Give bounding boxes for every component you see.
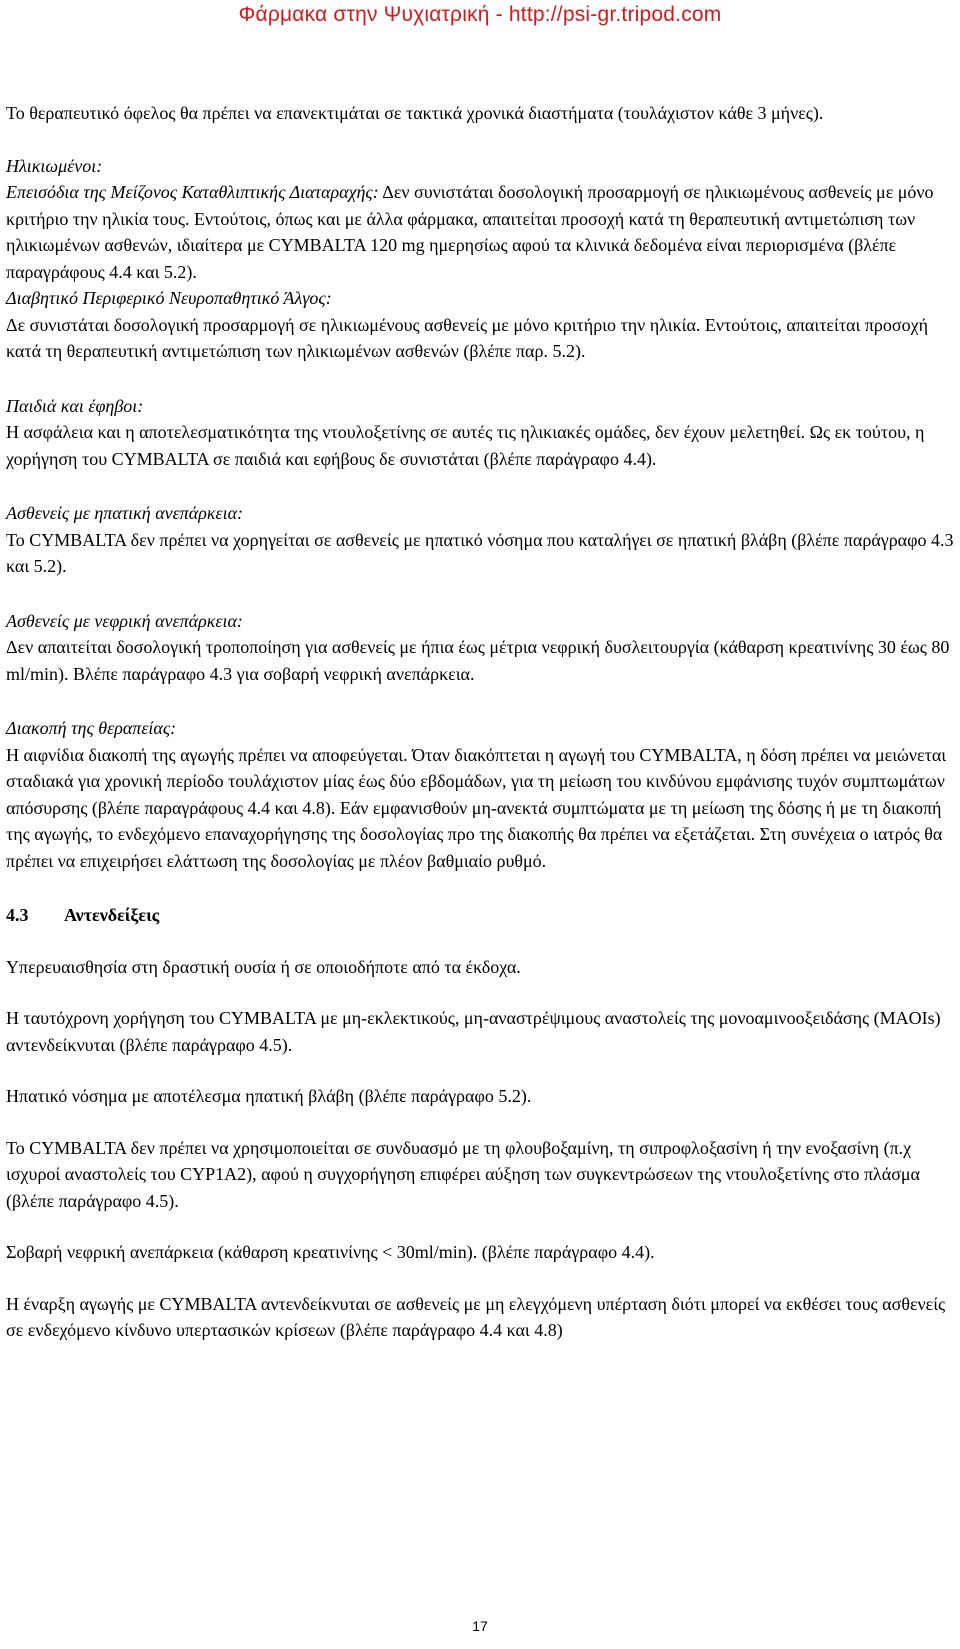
section-number: 4.3 <box>6 905 29 925</box>
section-title: Αντενδείξεις <box>64 905 160 925</box>
paragraph-mdd-elderly <box>6 179 954 285</box>
paragraph-reassessment: Το θεραπευτικό όφελος θα πρέπει να επανεκτιμάται σε τακτικά χρονικά διαστήματα (τουλάχιστον κάθε 3 μήνες). <box>6 103 824 123</box>
contraindication-3: Ηπατικό νόσημα με αποτέλεσμα ηπατική βλάβη (βλέπε παράγραφο 5.2). <box>6 1086 532 1106</box>
paragraph-renal: Δεν απαιτείται δοσολογική τροποποίηση για ασθενείς με ήπια έως μέτρια νεφρική δυσλειτουργία (κάθαρση κρεατινίνης 30 έως 80 ml/min). Βλέπε παράγραφο 4.3 για σοβαρή νεφρική ανεπάρκεια. <box>6 637 950 684</box>
paragraph-discontinuation: Η αιφνίδια διακοπή της αγωγής πρέπει να αποφεύγεται. Όταν διακόπτεται η αγωγή του CYMBALTA, η δόση πρέπει να μειώνεται σταδιακά για χρονική περίοδο τουλάχιστον μίας έως δύο εβδομάδων, για τη μείωση του κινδύνου εμφάνισης τυχόν συμπτωμάτων απόσυρσης (βλέπε παραγράφους 4.4 και 4.8). Εάν εμφανισθούν μη-ανεκτά συμπτώματα με τη μείωση της δόσης ή με τη διακοπή της αγωγής, το ενδεχόμενο επαναχορήγησης της δοσολογίας προ της διακοπής θα πρέπει να εξετάζεται. Στη συνέχεια ο ιατρός θα πρέπει να επιχειρήσει ελάττωση της δοσολογίας με πλέον βαθμιαίο ρυθμό. <box>6 744 947 871</box>
document-body <box>6 100 954 1344</box>
paragraph-dpnp: Δε συνιστάται δοσολογική προσαρμογή σε ηλικιωμένους ασθενείς με μόνο κριτήριο την ηλικία. Εντούτοις, απαιτείται προσοχή κατά τη θεραπευτική αντιμετώπιση των ηλικιωμένων ασθενών (βλέπε παρ. 5.2). <box>6 314 929 361</box>
paragraph-children: Η ασφάλεια και η αποτελεσματικότητα της ντουλοξετίνης σε αυτές τις ηλικιακές ομάδες, δεν έχουν μελετηθεί. Ως εκ τούτου, η χορήγηση του CYMBALTA σε παιδιά και εφήβους δε συνιστάται (βλέπε παράγραφο 4.4). <box>6 422 925 469</box>
subheading-discontinuation: Διακοπή της θεραπείας: <box>6 718 177 738</box>
contraindication-5: Σοβαρή νεφρική ανεπάρκεια (κάθαρση κρεατινίνης < 30ml/min). (βλέπε παράγραφο 4.4). <box>6 1242 655 1262</box>
text-mdd: Δεν συνιστάται δοσολογική προσαρμογή σε ηλικιωμένους ασθενείς με μόνο κριτήριο την ηλικία τους. Εντούτοις, όπως και με άλλα φάρμακα, απαιτείται προσοχή κατά τη θεραπευτική αντιμετώπιση των ηλικιωμένων ασθενών, ιδιαίτερα με CYMBALTA 120 mg ημερησίως αφού τα κλινικά δεδομένα είναι περιορισμένα (βλέπε παραγράφους 4.4 και 5.2). <box>6 182 934 282</box>
section-heading-contraindications <box>6 902 954 929</box>
label-mdd: Επεισόδια της Μείζονος Καταθλιπτικής Διαταραχής: <box>6 182 379 202</box>
subheading-renal: Ασθενείς με νεφρική ανεπάρκεια: <box>6 610 243 631</box>
subheading-hepatic: Ασθενείς με ηπατική ανεπάρκεια: <box>6 503 244 523</box>
subheading-elderly: Ηλικιωμένοι: <box>6 155 103 176</box>
page-number: 17 <box>472 1618 488 1634</box>
contraindication-2: Η ταυτόχρονη χορήγηση του CYMBALTA με μη-εκλεκτικούς, μη-αναστρέψιμους αναστολείς της μονοαμινοοξειδάσης (MAOIs) αντενδείκνυται (βλέπε παράγραφο 4.5). <box>6 1008 941 1055</box>
subheading-children: Παιδιά και έφηβοι: <box>6 395 144 416</box>
contraindication-6: Η έναρξη αγωγής με CYMBALTA αντενδείκνυται σε ασθενείς με μη ελεγχόμενη υπέρταση διότι μπορεί να εκθέσει τους ασθενείς σε ενδεχόμενο κίνδυνο υπερτασικών κρίσεων (βλέπε παράγραφο 4.4 και 4.8) <box>6 1293 946 1340</box>
subheading-dpnp: Διαβητικό Περιφερικό Νευροπαθητικό Άλγος: <box>6 288 332 308</box>
paragraph-hepatic: Το CYMBALTA δεν πρέπει να χορηγείται σε ασθενείς με ηπατικό νόσημα που καταλήγει σε ηπατική βλάβη (βλέπε παράγραφο 4.3 και 5.2). <box>6 529 954 576</box>
contraindication-4: Το CYMBALTA δεν πρέπει να χρησιμοποιείται σε συνδυασμό με τη φλουβοξαμίνη, τη σιπροφλοξασίνη ή την ενοξασίνη (π.χ ισχυροί αναστολείς του CYP1A2), αφού η συγχορήγηση επιφέρει αύξηση των συγκεντρώσεων της ντουλοξετίνης στο πλάσμα (βλέπε παράγραφο 4.5). <box>6 1137 920 1211</box>
page-header-title[interactable]: Φάρμακα στην Ψυχιατρική - http://psi-gr.tripod.com <box>238 3 722 26</box>
contraindication-1: Υπερευαισθησία στη δραστική ουσία ή σε οποιοδήποτε από τα έκδοχα. <box>6 956 521 977</box>
